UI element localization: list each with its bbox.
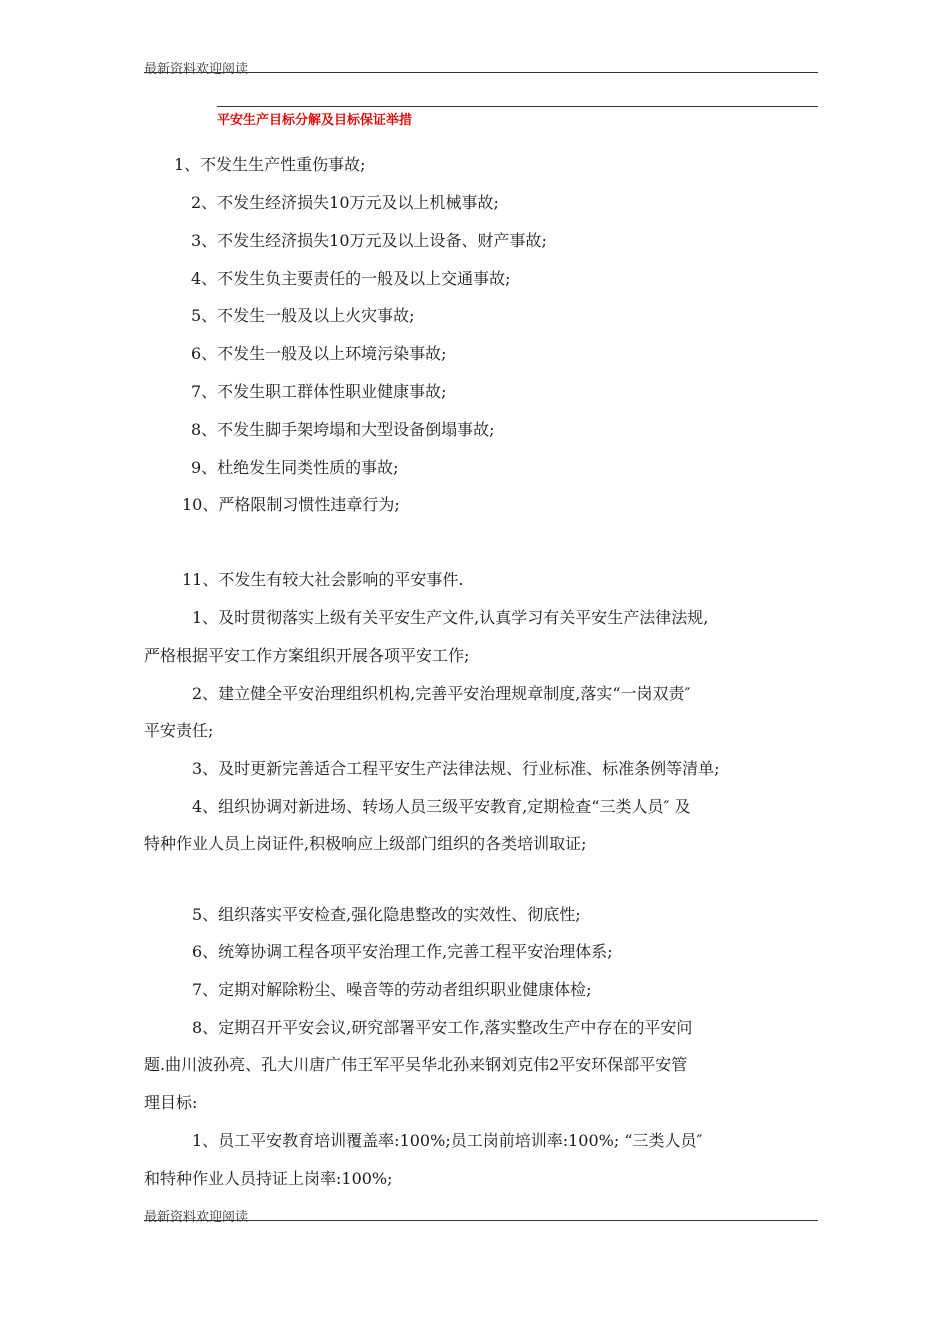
goal-item: 1、不发生生产性重伤事故; [174,155,366,174]
goal-item: 8、不发生脚手架垮塌和大型设备倒塌事故; [191,420,495,439]
document-title: 平安生产目标分解及目标保证举措 [217,113,413,128]
measure-line: 特种作业人员上岗证件,积极响应上级部门组织的各类培训取证; [144,834,587,853]
goal-item: 9、杜绝发生同类性质的事故; [191,458,399,477]
measure-line: 5、组织落实平安检查,强化隐患整改的实效性、彻底性; [192,905,581,924]
measure-line: 1、及时贯彻落实上级有关平安生产文件,认真学习有关平安生产法律法规, [192,608,709,627]
measure-line: 4、组织协调对新进场、转场人员三级平安教育,定期检查“三类人员″ 及 [192,797,691,816]
measure-line: 题.曲川波孙亮、孔大川唐广伟王军平吴华北孙来钢刘克伟2平安环保部平安管 [144,1055,688,1074]
goal-item: 3、不发生经济损失10万元及以上设备、财产事故; [191,231,547,250]
target-line: 1、员工平安教育培训覆盖率:100%;员工岗前培训率:100%; “三类人员″ [192,1131,703,1150]
measure-line: 2、建立健全平安治理组织机构,完善平安治理规章制度,落实“一岗双责″ [192,684,691,703]
measure-line: 严格根据平安工作方案组织开展各项平安工作; [144,646,470,665]
goal-item: 10、严格限制习惯性违章行为; [182,495,400,514]
goal-item: 6、不发生一般及以上环境污染事故; [191,344,447,363]
goal-item: 5、不发生一般及以上火灾事故; [191,306,415,325]
footer-rule [144,1220,818,1221]
measure-line: 3、及时更新完善适合工程平安生产法律法规、行业标准、标准条例等清单; [192,759,720,778]
measure-line: 平安责任; [144,721,214,740]
goal-item: 2、不发生经济损失10万元及以上机械事故; [191,193,499,212]
target-line: 和特种作业人员持证上岗率:100%; [144,1169,393,1188]
measure-line: 理目标: [144,1093,198,1112]
goal-item: 7、不发生职工群体性职业健康事故; [191,382,447,401]
footer-text: 最新资料欢迎阅读 [144,1210,249,1225]
title-rule [217,106,818,107]
goal-item: 4、不发生负主要责任的一般及以上交通事故; [191,269,511,288]
measure-line: 6、统筹协调工程各项平安治理工作,完善工程平安治理体系; [192,942,613,961]
header-text: 最新资料欢迎阅读 [144,62,249,77]
measure-line: 8、定期召开平安会议,研究部署平安工作,落实整改生产中存在的平安问 [192,1018,693,1037]
header-rule [144,72,818,73]
goal-item: 11、不发生有较大社会影响的平安事件. [182,570,464,589]
measure-line: 7、定期对解除粉尘、噪音等的劳动者组织职业健康体检; [192,980,592,999]
